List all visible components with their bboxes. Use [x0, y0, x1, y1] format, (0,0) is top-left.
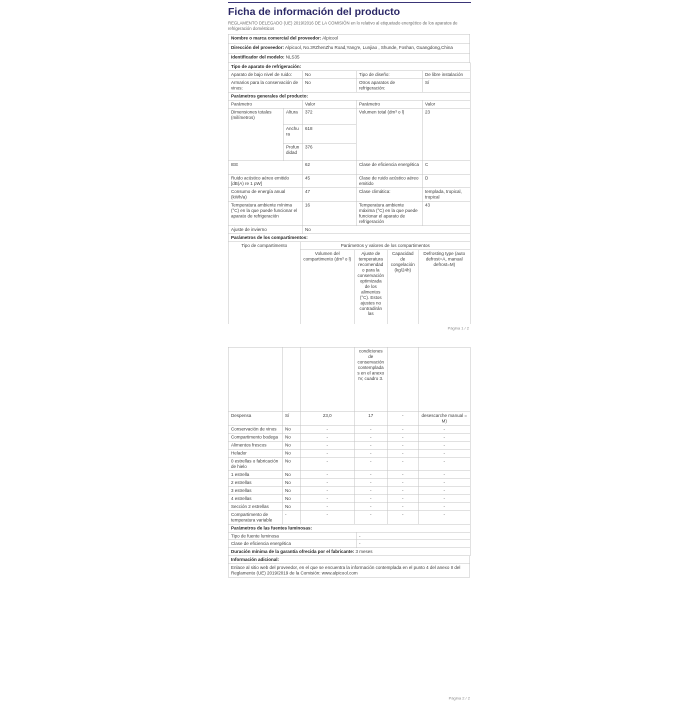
compartment-name: Sección 2 estrellas: [228, 503, 282, 511]
page-2: [228, 347, 471, 578]
param-value: De libre instalación: [422, 71, 470, 79]
compartment-capacity: -: [387, 479, 418, 487]
compartment-defrost: desescarche manual = M): [418, 412, 470, 425]
compartment-row: [228, 441, 470, 449]
compartment-present: No: [282, 495, 300, 503]
table-row: [228, 174, 470, 188]
compartment-name: 1 estrella: [228, 471, 282, 479]
supplier-address-value: Alpicool, No.3#ZhenZhu Road,Yang'e, Lunjiao , Shunde, Foshan, Guangdong,China: [285, 45, 453, 51]
table-row: [228, 188, 470, 202]
compartment-temp: -: [354, 449, 387, 457]
param-label: Clase climática:: [356, 188, 422, 202]
compartment-present: No: [282, 457, 300, 470]
dimension-value: 372: [302, 108, 356, 125]
section-heading-row: [228, 556, 470, 564]
compartments-table-page2: [228, 347, 471, 524]
compartment-present: No: [282, 441, 300, 449]
compartment-volume: -: [300, 441, 354, 449]
param-label: Clase de eficiencia energética: [356, 161, 422, 175]
compartment-row: [228, 449, 470, 457]
compartment-capacity: -: [387, 425, 418, 433]
compartment-capacity: -: [387, 433, 418, 441]
compartments-table-page1: [228, 233, 471, 324]
compartment-present: No: [282, 487, 300, 495]
compartment-name: 3 estrellas: [228, 487, 282, 495]
param-label: Tipo de diseño:: [356, 71, 422, 79]
table-row: [228, 71, 470, 79]
dimensions-label: Dimensiones totales (milímetros): [228, 108, 283, 161]
compartment-volume: -: [300, 487, 354, 495]
compartment-volume: -: [300, 457, 354, 470]
supplier-table: [228, 34, 470, 63]
compartments-heading: Parámetros de los compartimentos:: [228, 234, 470, 242]
compartment-present: -: [282, 511, 300, 524]
regulation-subtitle: REGLAMENTO DELEGADO (UE) 2019/2016 DE LA COMISIÓN en lo relativo al etiquetado energético de los aparatos de refrigeración domésticos: [228, 20, 458, 32]
general-parameters-table: [228, 92, 471, 234]
compartment-present: No: [282, 425, 300, 433]
compartment-temp-header-continued: condiciones de conservación contempladas en el anexo IV, cuadro 3.: [354, 347, 387, 412]
winter-setting-value: No: [302, 226, 470, 234]
compartment-row: [228, 511, 470, 524]
compartment-volume-header: Volumen del compartimento (dm³ o l): [300, 250, 354, 324]
param-label: Temperatura ambiente máxima (°C) en la que puede funcionar el aparato de refrigeración: [356, 201, 422, 226]
empty-cell: [418, 347, 470, 412]
param-value: D: [422, 174, 470, 188]
compartment-temp: 17: [354, 412, 387, 425]
table-row: [228, 532, 470, 540]
additional-info-text: Enlace al sitio web del proveedor, en el que se encuentra la información contemplada en el punto 4 del anexo II del Reglamento (UE) 2019/2019 de la Comisión:: [231, 565, 461, 576]
table-row: [228, 564, 470, 577]
winter-setting-label: Ajuste de invierno: [228, 226, 302, 234]
dimension-name: Altura: [283, 108, 302, 125]
compartment-temp: -: [354, 471, 387, 479]
compartment-present: Sí: [282, 412, 300, 425]
compartment-defrost: -: [418, 487, 470, 495]
section-heading-row: [228, 63, 470, 71]
param-value: 47: [302, 188, 356, 202]
compartment-temp: -: [354, 487, 387, 495]
light-sources-table: [228, 524, 471, 556]
total-volume-label: Volumen total (dm³ o l): [356, 108, 422, 161]
compartment-defrost: -: [418, 495, 470, 503]
compartment-temp: -: [354, 495, 387, 503]
compartment-volume: -: [300, 495, 354, 503]
compartment-capacity: -: [387, 441, 418, 449]
supplier-name-value: Alpicool: [322, 35, 339, 41]
model-id-label: Identificador del modelo:: [231, 54, 285, 60]
compartment-row: [228, 471, 470, 479]
additional-info-heading: Información adicional:: [228, 556, 470, 564]
compartment-temp: -: [354, 433, 387, 441]
compartment-name: Conservación de vinos: [228, 425, 282, 433]
param-label: Ruido acústico aéreo emitido [dB(A) re 1 pW]: [228, 174, 302, 188]
compartment-volume: -: [300, 471, 354, 479]
dimension-name: Profundidad: [283, 143, 302, 161]
page-1-footer: Página 1 / 2: [447, 326, 469, 331]
additional-info-cell: [228, 564, 470, 577]
empty-cell: [387, 347, 418, 412]
param-label: Clase de ruido acústico aéreo emitido: [356, 174, 422, 188]
compartment-name: Compartimento de temperatura variable: [228, 511, 282, 524]
table-row: [228, 108, 470, 125]
compartment-defrost-header: Defrosting type (auto defrost=A, manual defrost=M): [418, 250, 470, 324]
compartment-row: [228, 495, 470, 503]
supplier-name-label: Nombre o marca comercial del proveedor:: [231, 35, 322, 41]
compartment-name: Compartimento bodega: [228, 433, 282, 441]
section-heading-row: [228, 92, 470, 100]
light-efficiency-label: Clase de eficiencia energética: [228, 540, 356, 548]
param-label: Otros aparatos de refrigeración:: [356, 79, 422, 92]
compartment-volume: -: [300, 433, 354, 441]
compartment-capacity: -: [387, 487, 418, 495]
compartment-defrost: -: [418, 511, 470, 524]
model-id-value: NLS35: [285, 54, 300, 60]
compartment-name: Despensa: [228, 412, 282, 425]
column-header: Parámetro: [356, 100, 422, 108]
compartment-capacity: -: [387, 471, 418, 479]
light-sources-heading: Parámetros de las fuentes luminosas:: [228, 524, 470, 532]
supplier-address-label: Dirección del proveedor:: [231, 45, 285, 51]
additional-info-table: [228, 556, 470, 578]
column-header-row: [228, 100, 470, 108]
light-source-type-label: Tipo de fuente luminosa: [228, 532, 356, 540]
compartment-temp-header: Ajuste de temperatura recomendado para la conservación optimizada de los alimentos (°C). Estos ajustes no contradirán las: [354, 250, 387, 324]
param-value: C: [422, 161, 470, 175]
compartment-defrost: -: [418, 441, 470, 449]
appliance-type-heading: Tipo de aparato de refrigeración:: [228, 63, 470, 71]
compartment-defrost: -: [418, 425, 470, 433]
section-heading-row: [228, 524, 470, 532]
empty-cell: [228, 347, 282, 412]
compartment-name: Helador: [228, 449, 282, 457]
model-id-cell: [228, 53, 470, 63]
supplier-website-link[interactable]: www.alpicool.com: [321, 570, 358, 576]
light-source-type-value: -: [356, 532, 470, 540]
param-label: IEE: [228, 161, 302, 175]
supplier-name-cell: [228, 34, 470, 44]
empty-cell: [282, 347, 300, 412]
page-title: Ficha de información del producto: [228, 6, 401, 18]
section-heading-row: [228, 234, 470, 242]
warranty-label: Duración mínima de la garantía ofrecida por el fabricante:: [231, 549, 355, 555]
column-header: Parámetro: [228, 100, 302, 108]
compartment-name: 0 estrellas o fabricación de hielo: [228, 457, 282, 470]
param-label: Armarios para la conservación de vinos:: [228, 79, 302, 92]
table-row: [228, 161, 470, 175]
compartment-row: [228, 503, 470, 511]
page-1: [228, 3, 471, 324]
compartment-present: No: [282, 479, 300, 487]
column-header: Valor: [302, 100, 356, 108]
compartments-group-header: Parámetros y valores de los compartimentos: [300, 242, 470, 250]
compartment-row: [228, 479, 470, 487]
column-header-continuation-row: [228, 347, 470, 412]
compartment-present: No: [282, 433, 300, 441]
compartment-capacity: -: [387, 503, 418, 511]
compartment-temp: -: [354, 503, 387, 511]
appliance-type-table: [228, 63, 471, 93]
compartment-row: [228, 412, 470, 425]
table-row: [228, 53, 470, 63]
compartment-temp: -: [354, 479, 387, 487]
compartment-volume: -: [300, 503, 354, 511]
compartment-defrost: -: [418, 503, 470, 511]
compartment-present: No: [282, 449, 300, 457]
product-fiche-document: [228, 2, 471, 703]
compartment-defrost: -: [418, 457, 470, 470]
table-row: [228, 34, 470, 44]
param-value: 62: [302, 161, 356, 175]
param-value: Sí: [422, 79, 470, 92]
dimension-value: 376: [302, 143, 356, 161]
compartment-temp: -: [354, 425, 387, 433]
empty-cell: [300, 347, 354, 412]
compartment-capacity: -: [387, 412, 418, 425]
param-label: Consumo de energía anual (kWh/a): [228, 188, 302, 202]
table-row: [228, 201, 470, 226]
page-2-footer: Página 2 / 2: [448, 696, 470, 701]
compartment-row: [228, 487, 470, 495]
compartment-volume: -: [300, 511, 354, 524]
light-efficiency-value: -: [356, 540, 470, 548]
compartment-capacity: -: [387, 457, 418, 470]
param-value: 43: [422, 201, 470, 226]
param-value: 16: [302, 201, 356, 226]
compartment-row: [228, 457, 470, 470]
compartment-capacity: -: [387, 511, 418, 524]
warranty-value: 3 meses: [355, 549, 373, 555]
table-row: [228, 44, 470, 54]
general-parameters-heading: Parámetros generales del producto:: [228, 92, 470, 100]
compartment-present: No: [282, 471, 300, 479]
compartment-temp: -: [354, 441, 387, 449]
compartment-temp: -: [354, 457, 387, 470]
compartment-capacity: -: [387, 449, 418, 457]
compartment-capacity-header: Capacidad de congelación (kg/24h): [387, 250, 418, 324]
param-value: 45: [302, 174, 356, 188]
dimension-name: Anchura: [283, 125, 302, 144]
compartment-defrost: -: [418, 471, 470, 479]
compartment-row: [228, 433, 470, 441]
compartment-volume: -: [300, 449, 354, 457]
compartment-volume: 23,0: [300, 412, 354, 425]
compartment-name: Alimentos frescos: [228, 441, 282, 449]
table-row: [228, 242, 470, 250]
compartment-row: [228, 425, 470, 433]
compartment-defrost: -: [418, 433, 470, 441]
supplier-address-cell: [228, 44, 470, 54]
compartment-defrost: -: [418, 479, 470, 487]
dimension-value: 618: [302, 125, 356, 144]
compartment-volume: -: [300, 425, 354, 433]
param-label: Aparato de bajo nivel de ruido:: [228, 71, 302, 79]
table-row: [228, 79, 470, 92]
column-header: Valor: [422, 100, 470, 108]
compartment-defrost: -: [418, 449, 470, 457]
compartment-temp: -: [354, 511, 387, 524]
compartment-present: No: [282, 503, 300, 511]
compartment-name: 4 estrellas: [228, 495, 282, 503]
param-value: No: [302, 71, 356, 79]
table-row: [228, 540, 470, 548]
compartment-name: 2 estrellas: [228, 479, 282, 487]
total-volume-value: 23: [422, 108, 470, 161]
compartment-capacity: -: [387, 495, 418, 503]
param-value: No: [302, 79, 356, 92]
param-value: templada, tropical, tropical: [422, 188, 470, 202]
param-label: Temperatura ambiente mínima (°C) en la que puede funcionar el aparato de refrigeración: [228, 201, 302, 226]
compartment-volume: -: [300, 479, 354, 487]
compartment-type-header: Tipo de compartimento: [228, 242, 300, 324]
